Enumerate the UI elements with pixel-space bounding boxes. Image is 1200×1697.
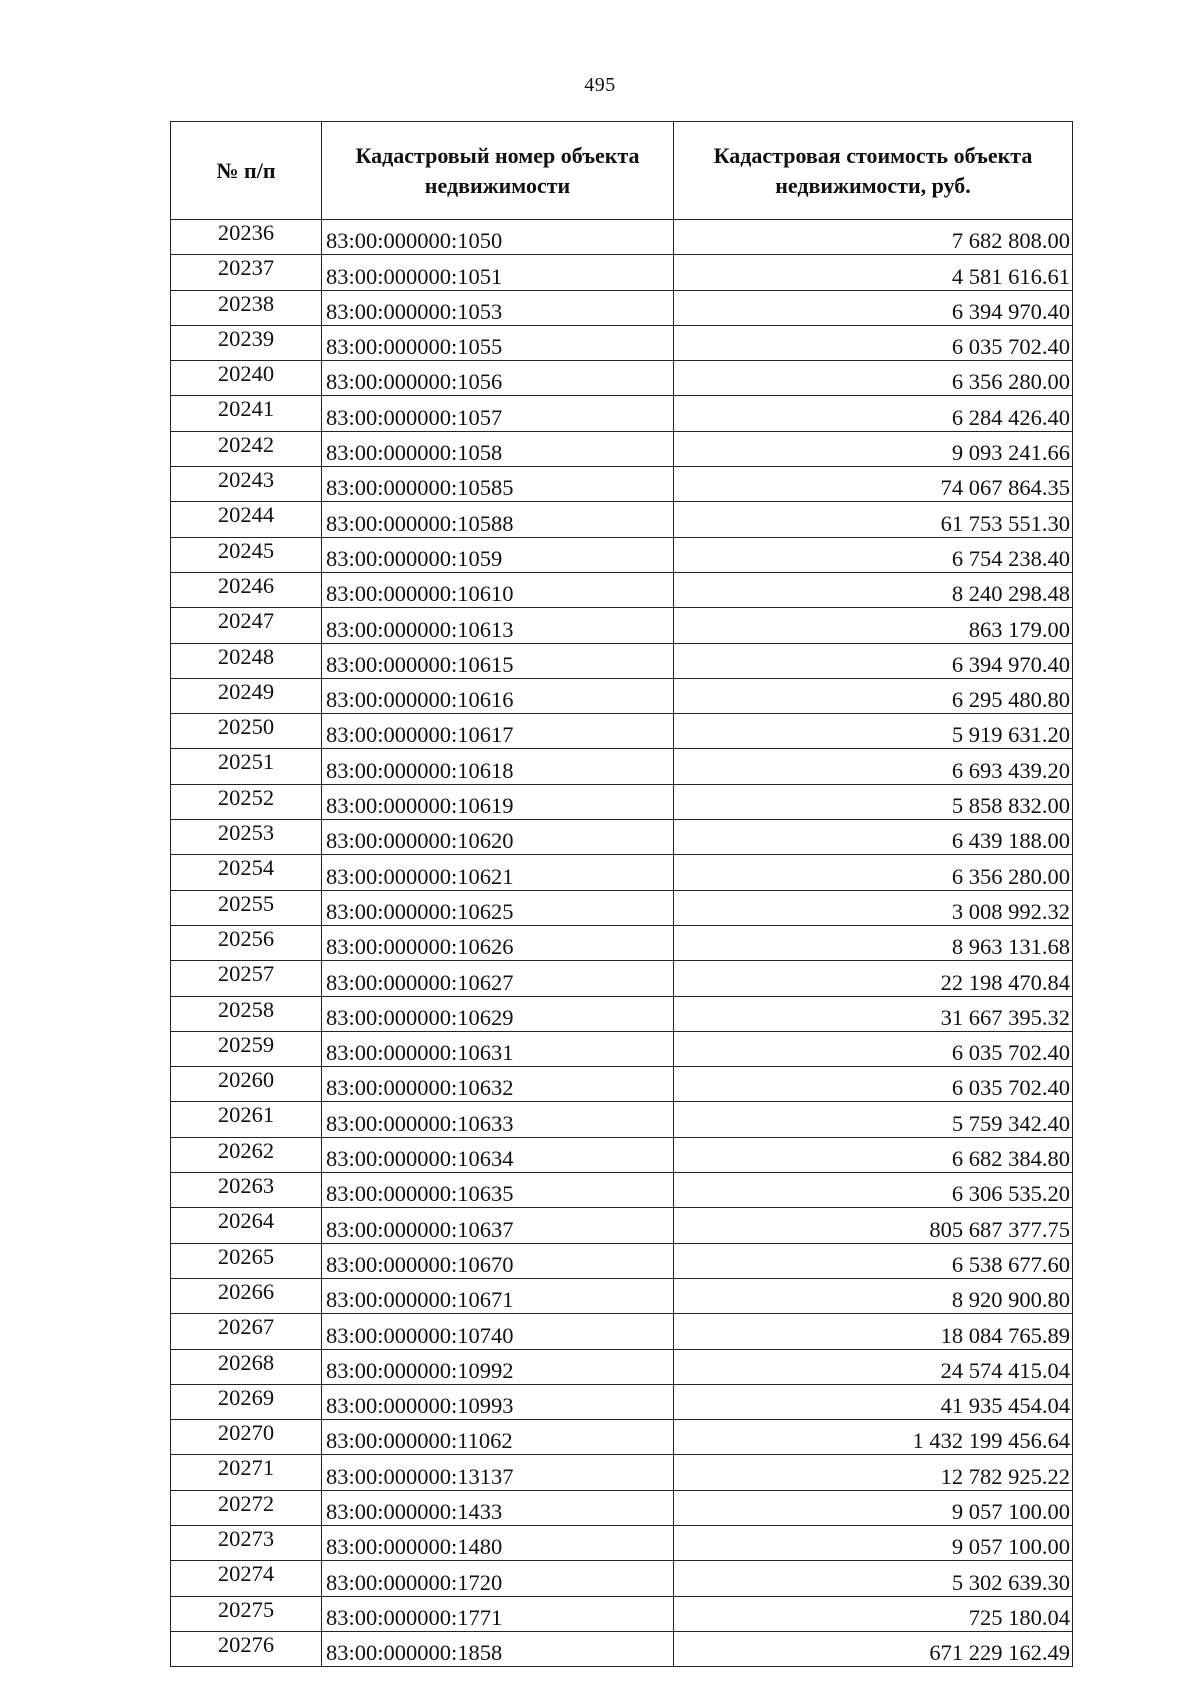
row-number-cell: 20250	[171, 714, 322, 749]
row-number-cell: 20246	[171, 572, 322, 607]
column-header-number: № п/п	[171, 122, 322, 220]
cadastral-value-cell: 6 356 280.00	[674, 361, 1073, 396]
table-row	[171, 1173, 1073, 1208]
cadastral-value-cell: 725 180.04	[674, 1596, 1073, 1631]
cadastral-value-cell: 6 394 970.40	[674, 290, 1073, 325]
cadastral-number-cell: 83:00:000000:10613	[322, 608, 674, 643]
row-number-cell: 20257	[171, 961, 322, 996]
cadastral-number-cell: 83:00:000000:1771	[322, 1596, 674, 1631]
row-number-cell: 20265	[171, 1243, 322, 1278]
table-row	[171, 996, 1073, 1031]
table-row	[171, 220, 1073, 255]
cadastral-value-cell: 12 782 925.22	[674, 1455, 1073, 1490]
cadastral-value-cell: 6 754 238.40	[674, 537, 1073, 572]
cadastral-value-cell: 6 284 426.40	[674, 396, 1073, 431]
table-row	[171, 467, 1073, 502]
table-row	[171, 1455, 1073, 1490]
cadastral-number-cell: 83:00:000000:10617	[322, 714, 674, 749]
table-body	[171, 220, 1073, 1667]
cadastral-number-cell: 83:00:000000:10588	[322, 502, 674, 537]
cadastral-value-cell: 8 963 131.68	[674, 925, 1073, 960]
cadastral-value-cell: 6 356 280.00	[674, 855, 1073, 890]
table-row	[171, 1525, 1073, 1560]
row-number-cell: 20249	[171, 678, 322, 713]
table-row	[171, 925, 1073, 960]
row-number-cell: 20244	[171, 502, 322, 537]
table-row	[171, 1278, 1073, 1313]
table-row	[171, 1137, 1073, 1172]
table-row	[171, 1631, 1073, 1666]
cadastral-value-cell: 9 093 241.66	[674, 431, 1073, 466]
cadastral-number-cell: 83:00:000000:10634	[322, 1137, 674, 1172]
cadastral-value-cell: 6 439 188.00	[674, 820, 1073, 855]
cadastral-number-cell: 83:00:000000:10625	[322, 890, 674, 925]
row-number-cell: 20261	[171, 1102, 322, 1137]
cadastral-value-cell: 6 035 702.40	[674, 325, 1073, 360]
cadastral-number-cell: 83:00:000000:10629	[322, 996, 674, 1031]
cadastral-number-cell: 83:00:000000:10627	[322, 961, 674, 996]
cadastral-value-cell: 5 858 832.00	[674, 784, 1073, 819]
table-row	[171, 1067, 1073, 1102]
row-number-cell: 20264	[171, 1208, 322, 1243]
table-row	[171, 1420, 1073, 1455]
page-number: 495	[584, 74, 616, 96]
cadastral-number-cell: 83:00:000000:1056	[322, 361, 674, 396]
cadastral-number-cell: 83:00:000000:11062	[322, 1420, 674, 1455]
row-number-cell: 20260	[171, 1067, 322, 1102]
table-row	[171, 396, 1073, 431]
cadastral-value-cell: 6 295 480.80	[674, 678, 1073, 713]
cadastral-number-cell: 83:00:000000:1057	[322, 396, 674, 431]
cadastral-value-cell: 22 198 470.84	[674, 961, 1073, 996]
cadastral-value-cell: 74 067 864.35	[674, 467, 1073, 502]
cadastral-number-cell: 83:00:000000:1059	[322, 537, 674, 572]
cadastral-number-cell: 83:00:000000:10632	[322, 1067, 674, 1102]
row-number-cell: 20254	[171, 855, 322, 890]
cadastral-value-cell: 9 057 100.00	[674, 1525, 1073, 1560]
cadastral-number-cell: 83:00:000000:10585	[322, 467, 674, 502]
cadastral-value-cell: 6 306 535.20	[674, 1173, 1073, 1208]
row-number-cell: 20238	[171, 290, 322, 325]
cadastral-number-cell: 83:00:000000:10992	[322, 1349, 674, 1384]
table-row	[171, 643, 1073, 678]
table-row	[171, 325, 1073, 360]
table-row	[171, 1243, 1073, 1278]
cadastral-number-cell: 83:00:000000:10616	[322, 678, 674, 713]
row-number-cell: 20263	[171, 1173, 322, 1208]
table-row	[171, 1596, 1073, 1631]
cadastral-number-cell: 83:00:000000:10637	[322, 1208, 674, 1243]
cadastral-number-cell: 83:00:000000:10635	[322, 1173, 674, 1208]
cadastral-number-cell: 83:00:000000:10620	[322, 820, 674, 855]
cadastral-number-cell: 83:00:000000:10631	[322, 1031, 674, 1066]
cadastral-value-cell: 863 179.00	[674, 608, 1073, 643]
row-number-cell: 20236	[171, 220, 322, 255]
cadastral-number-cell: 83:00:000000:10621	[322, 855, 674, 890]
table-row	[171, 1208, 1073, 1243]
cadastral-value-cell: 6 394 970.40	[674, 643, 1073, 678]
row-number-cell: 20270	[171, 1420, 322, 1455]
row-number-cell: 20258	[171, 996, 322, 1031]
table-row	[171, 361, 1073, 396]
table-row	[171, 1490, 1073, 1525]
row-number-cell: 20247	[171, 608, 322, 643]
table-row	[171, 820, 1073, 855]
cadastral-value-cell: 61 753 551.30	[674, 502, 1073, 537]
row-number-cell: 20272	[171, 1490, 322, 1525]
cadastral-value-cell: 3 008 992.32	[674, 890, 1073, 925]
row-number-cell: 20253	[171, 820, 322, 855]
cadastral-number-cell: 83:00:000000:1055	[322, 325, 674, 360]
cadastral-number-cell: 83:00:000000:1720	[322, 1561, 674, 1596]
cadastral-number-cell: 83:00:000000:10626	[322, 925, 674, 960]
table-row	[171, 1102, 1073, 1137]
cadastral-number-cell: 83:00:000000:13137	[322, 1455, 674, 1490]
cadastral-number-cell: 83:00:000000:10633	[322, 1102, 674, 1137]
row-number-cell: 20242	[171, 431, 322, 466]
table-row	[171, 749, 1073, 784]
cadastral-number-cell: 83:00:000000:10993	[322, 1384, 674, 1419]
row-number-cell: 20268	[171, 1349, 322, 1384]
cadastral-value-cell: 9 057 100.00	[674, 1490, 1073, 1525]
cadastral-number-cell: 83:00:000000:10740	[322, 1314, 674, 1349]
row-number-cell: 20243	[171, 467, 322, 502]
table-row	[171, 1384, 1073, 1419]
cadastral-value-table	[170, 121, 1073, 1667]
row-number-cell: 20239	[171, 325, 322, 360]
table-row	[171, 255, 1073, 290]
table-header-row	[171, 122, 1073, 220]
table-row	[171, 290, 1073, 325]
row-number-cell: 20245	[171, 537, 322, 572]
table-row	[171, 714, 1073, 749]
cadastral-number-cell: 83:00:000000:1058	[322, 431, 674, 466]
table-row	[171, 572, 1073, 607]
row-number-cell: 20262	[171, 1137, 322, 1172]
table-row	[171, 431, 1073, 466]
cadastral-number-cell: 83:00:000000:1480	[322, 1525, 674, 1560]
row-number-cell: 20256	[171, 925, 322, 960]
cadastral-value-cell: 671 229 162.49	[674, 1631, 1073, 1666]
table-row	[171, 502, 1073, 537]
cadastral-value-cell: 7 682 808.00	[674, 220, 1073, 255]
cadastral-value-cell: 8 920 900.80	[674, 1278, 1073, 1313]
cadastral-number-cell: 83:00:000000:1433	[322, 1490, 674, 1525]
row-number-cell: 20251	[171, 749, 322, 784]
table-row	[171, 784, 1073, 819]
row-number-cell: 20255	[171, 890, 322, 925]
cadastral-value-cell: 5 759 342.40	[674, 1102, 1073, 1137]
cadastral-value-cell: 5 302 639.30	[674, 1561, 1073, 1596]
cadastral-number-cell: 83:00:000000:1053	[322, 290, 674, 325]
cadastral-value-cell: 6 682 384.80	[674, 1137, 1073, 1172]
table-row	[171, 1314, 1073, 1349]
row-number-cell: 20237	[171, 255, 322, 290]
row-number-cell: 20259	[171, 1031, 322, 1066]
cadastral-number-cell: 83:00:000000:10615	[322, 643, 674, 678]
row-number-cell: 20271	[171, 1455, 322, 1490]
cadastral-number-cell: 83:00:000000:1050	[322, 220, 674, 255]
table-row	[171, 1561, 1073, 1596]
table-row	[171, 537, 1073, 572]
table-row	[171, 608, 1073, 643]
row-number-cell: 20267	[171, 1314, 322, 1349]
cadastral-value-cell: 1 432 199 456.64	[674, 1420, 1073, 1455]
row-number-cell: 20240	[171, 361, 322, 396]
table-row	[171, 1031, 1073, 1066]
column-header-cadastral-number: Кадастровый номер объекта недвижимости	[322, 122, 674, 220]
table-row	[171, 961, 1073, 996]
cadastral-value-cell: 6 538 677.60	[674, 1243, 1073, 1278]
cadastral-value-cell: 6 693 439.20	[674, 749, 1073, 784]
row-number-cell: 20248	[171, 643, 322, 678]
row-number-cell: 20241	[171, 396, 322, 431]
cadastral-value-cell: 24 574 415.04	[674, 1349, 1073, 1384]
row-number-cell: 20266	[171, 1278, 322, 1313]
cadastral-number-cell: 83:00:000000:1051	[322, 255, 674, 290]
cadastral-number-cell: 83:00:000000:10610	[322, 572, 674, 607]
cadastral-value-cell: 805 687 377.75	[674, 1208, 1073, 1243]
cadastral-value-cell: 41 935 454.04	[674, 1384, 1073, 1419]
cadastral-number-cell: 83:00:000000:10671	[322, 1278, 674, 1313]
table-row	[171, 890, 1073, 925]
cadastral-value-cell: 4 581 616.61	[674, 255, 1073, 290]
row-number-cell: 20276	[171, 1631, 322, 1666]
cadastral-value-cell: 18 084 765.89	[674, 1314, 1073, 1349]
column-header-cadastral-value: Кадастровая стоимость объекта недвижимости, руб.	[674, 122, 1073, 220]
cadastral-value-cell: 8 240 298.48	[674, 572, 1073, 607]
cadastral-value-cell: 6 035 702.40	[674, 1031, 1073, 1066]
row-number-cell: 20274	[171, 1561, 322, 1596]
table-row	[171, 678, 1073, 713]
row-number-cell: 20252	[171, 784, 322, 819]
cadastral-value-cell: 5 919 631.20	[674, 714, 1073, 749]
table-row	[171, 1349, 1073, 1384]
cadastral-value-cell: 31 667 395.32	[674, 996, 1073, 1031]
table-row	[171, 855, 1073, 890]
row-number-cell: 20273	[171, 1525, 322, 1560]
cadastral-number-cell: 83:00:000000:10618	[322, 749, 674, 784]
cadastral-number-cell: 83:00:000000:1858	[322, 1631, 674, 1666]
cadastral-value-cell: 6 035 702.40	[674, 1067, 1073, 1102]
row-number-cell: 20269	[171, 1384, 322, 1419]
cadastral-number-cell: 83:00:000000:10670	[322, 1243, 674, 1278]
cadastral-number-cell: 83:00:000000:10619	[322, 784, 674, 819]
row-number-cell: 20275	[171, 1596, 322, 1631]
